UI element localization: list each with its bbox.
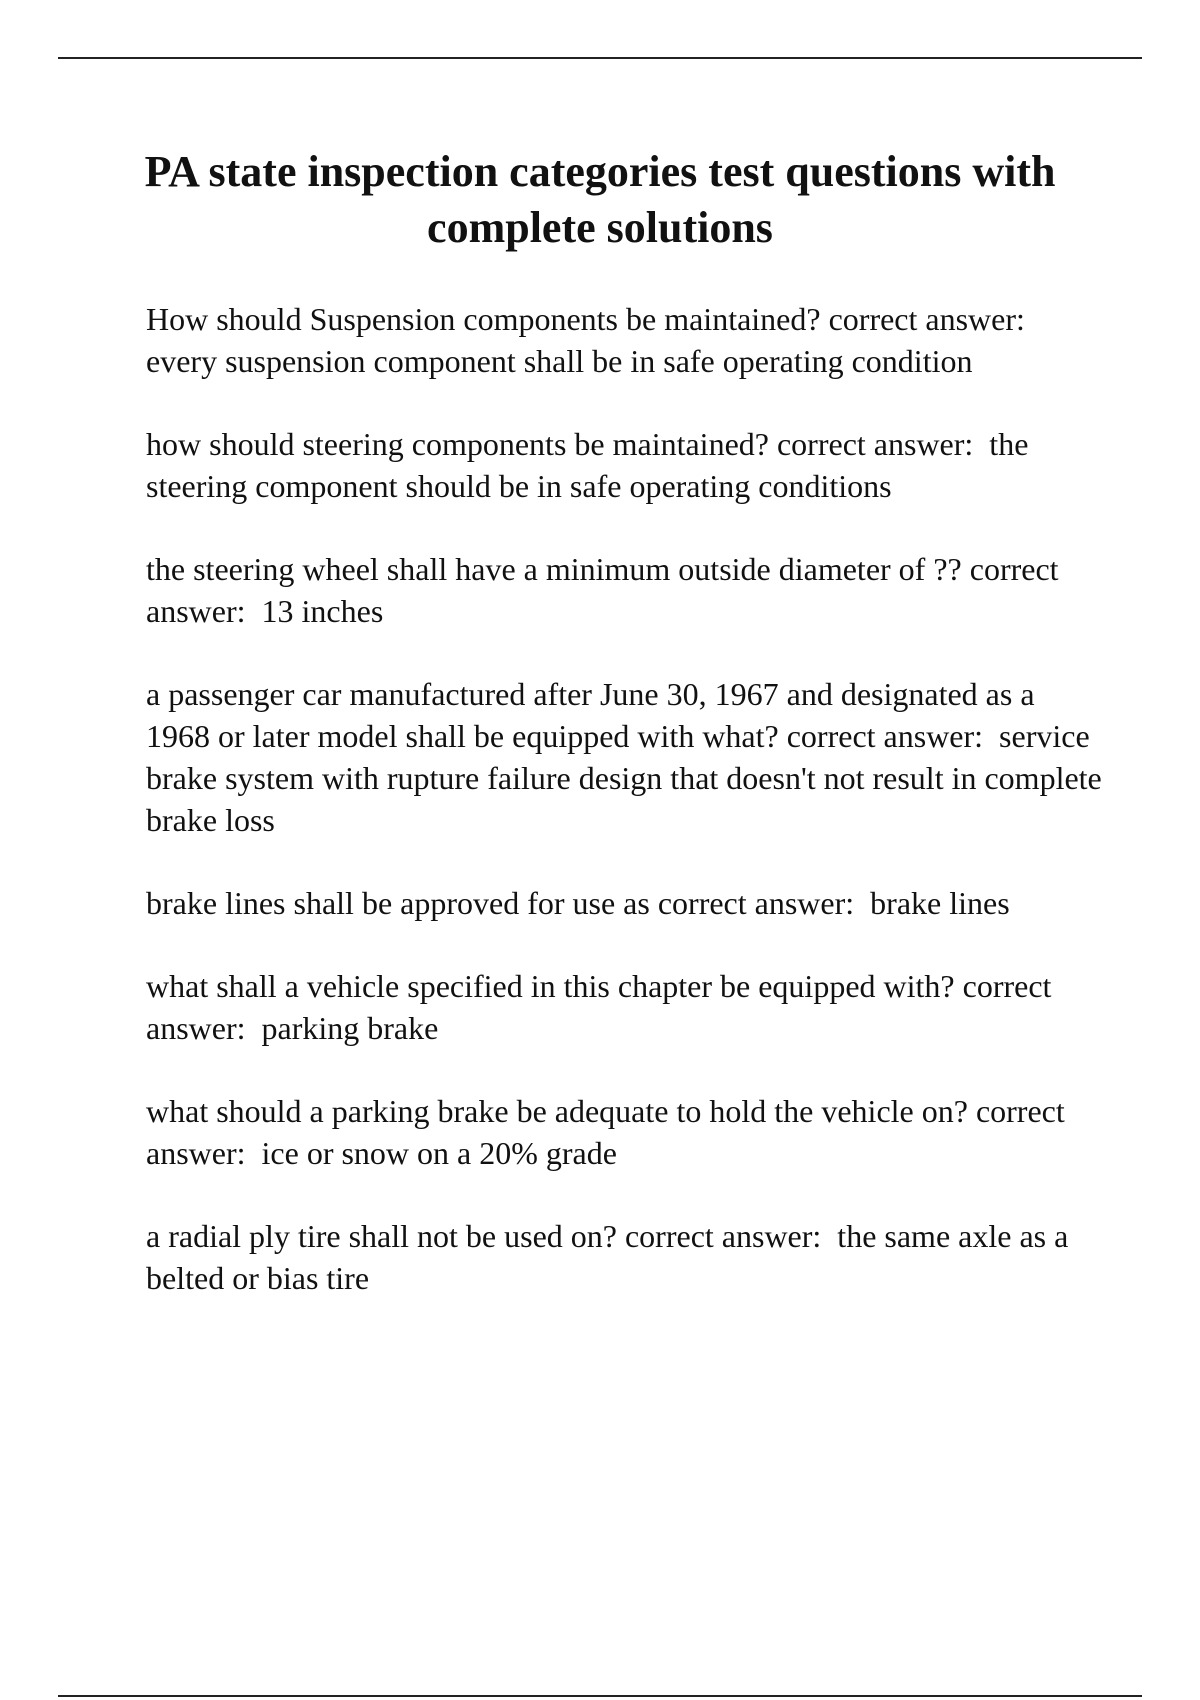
answer-prefix: correct answer: <box>624 1218 822 1254</box>
answer-text: 13 inches <box>261 593 384 629</box>
qa-item <box>146 548 1106 632</box>
answer-prefix: correct answer: <box>776 426 974 462</box>
question-text: a radial ply tire shall not be used on? <box>146 1218 617 1254</box>
question-text: How should Suspension components be maintained? <box>146 301 821 337</box>
question-text: brake lines shall be approved for use as <box>146 885 650 921</box>
qa-item <box>146 1215 1106 1299</box>
bottom-divider <box>58 1695 1142 1697</box>
answer-text: the same axle as a belted or bias tire <box>146 1218 1069 1296</box>
answer-text: brake lines <box>870 885 1010 921</box>
answer-prefix: correct answer: <box>146 1093 1065 1171</box>
answer-text: service brake system with rupture failure design that doesn't not result in complete brake loss <box>146 718 1102 838</box>
qa-item <box>146 673 1106 841</box>
qa-item <box>146 298 1106 382</box>
question-text: what shall a vehicle specified in this chapter be equipped with? <box>146 968 955 1004</box>
answer-prefix: correct answer: <box>146 968 1052 1046</box>
question-text: the steering wheel shall have a minimum outside diameter of ?? <box>146 551 962 587</box>
answer-text: the steering component should be in safe operating conditions <box>146 426 1029 504</box>
answer-prefix: correct answer: <box>786 718 984 754</box>
answer-text: parking brake <box>261 1010 439 1046</box>
answer-prefix: correct answer: <box>146 551 1059 629</box>
qa-item <box>146 965 1106 1049</box>
answer-prefix: correct answer: <box>828 301 1025 337</box>
answer-text: ice or snow on a 20% grade <box>261 1135 617 1171</box>
answer-text: every suspension component shall be in safe operating condition <box>146 343 973 379</box>
question-text: what should a parking brake be adequate to hold the vehicle on? <box>146 1093 968 1129</box>
top-divider <box>58 57 1142 59</box>
qa-list <box>146 298 1106 1340</box>
qa-item <box>146 423 1106 507</box>
question-text: how should steering components be maintained? <box>146 426 769 462</box>
answer-prefix: correct answer: <box>657 885 855 921</box>
document-title: PA state inspection categories test questions with complete solutions <box>144 147 1056 252</box>
qa-item <box>146 882 1106 924</box>
question-text: a passenger car manufactured after June 30, 1967 and designated as a 1968 or later model shall be equipped with what? <box>146 676 1035 754</box>
qa-item <box>146 1090 1106 1174</box>
